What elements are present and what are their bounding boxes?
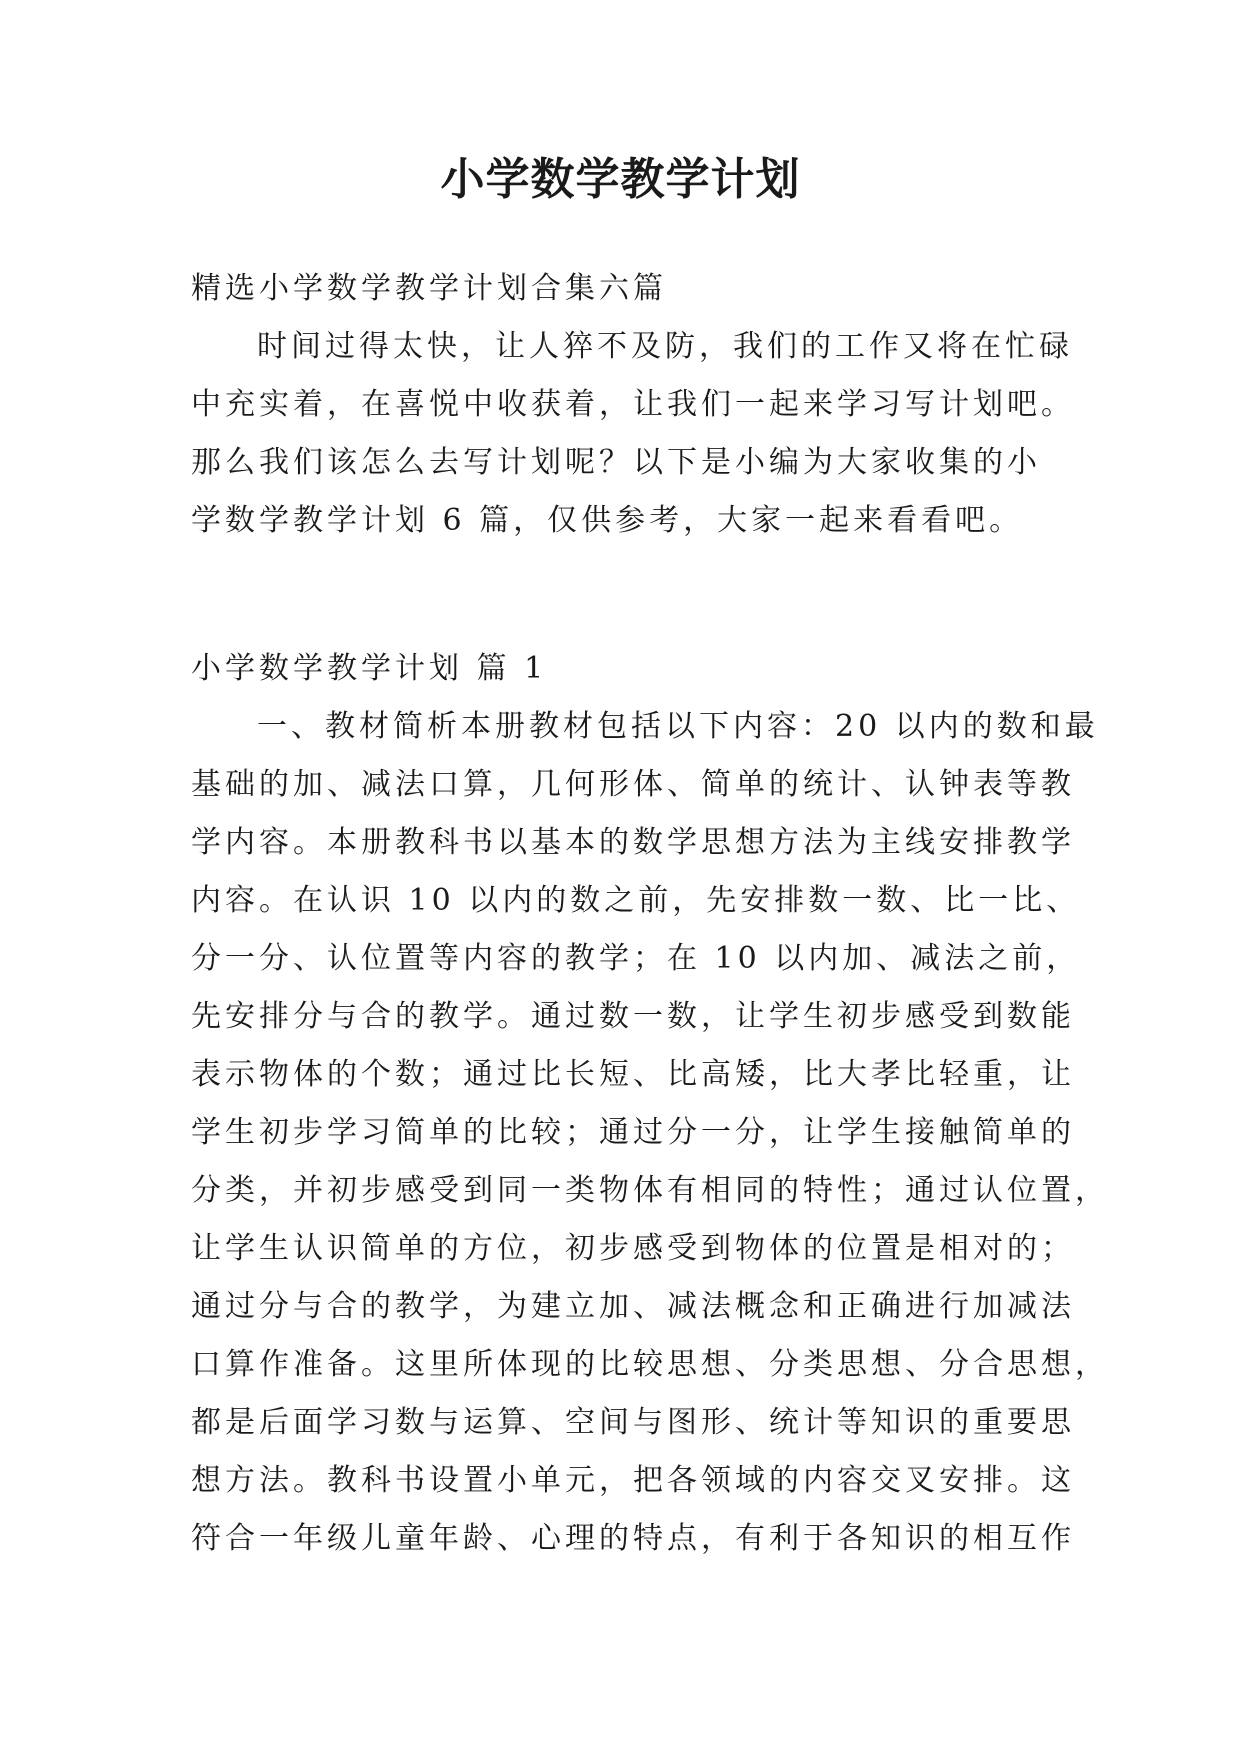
paragraph-line: 内容。在认识 10 以内的数之前，先安排数一数、比一比、 — [191, 883, 1081, 918]
paragraph-line: 口算作准备。这里所体现的比较思想、分类思想、分合思想， — [191, 1347, 1109, 1382]
paragraph-line: 学数学教学计划 6 篇，仅供参考，大家一起来看看吧。 — [191, 503, 1024, 538]
section-heading: 小学数学教学计划 篇 1 — [191, 651, 548, 686]
document-title: 小学数学教学计划 — [440, 154, 801, 205]
paragraph-line: 中充实着，在喜悦中收获着，让我们一起来学习写计划吧。 — [191, 387, 1075, 422]
paragraph-line: 分类，并初步感受到同一类物体有相同的特性；通过认位置， — [191, 1173, 1109, 1208]
paragraph-line: 让学生认识简单的方位，初步感受到物体的位置是相对的； — [191, 1231, 1075, 1266]
paragraph-line: 学生初步学习简单的比较；通过分一分，让学生接触简单的 — [191, 1115, 1075, 1150]
paragraph-line: 学内容。本册教科书以基本的数学思想方法为主线安排教学 — [191, 825, 1075, 860]
section-block — [191, 640, 1109, 1568]
paragraph-line: 分一分、认位置等内容的教学；在 10 以内加、减法之前， — [191, 941, 1081, 976]
subtitle-line: 精选小学数学教学计划合集六篇 — [191, 271, 667, 306]
paragraph-line: 想方法。教科书设置小单元，把各领域的内容交叉安排。这 — [191, 1463, 1075, 1498]
paragraph-line: 那么我们该怎么去写计划呢？以下是小编为大家收集的小 — [191, 445, 1041, 480]
paragraph-line: 先安排分与合的教学。通过数一数，让学生初步感受到数能 — [191, 999, 1075, 1034]
paragraph-line: 一、教材简析本册教材包括以下内容：20 以内的数和最 — [257, 709, 1099, 744]
paragraph-line: 基础的加、减法口算，几何形体、简单的统计、认钟表等教 — [191, 767, 1075, 802]
paragraph-line: 表示物体的个数；通过比长短、比高矮，比大孝比轻重，让 — [191, 1057, 1075, 1092]
paragraph-line: 符合一年级儿童年龄、心理的特点，有利于各知识的相互作 — [191, 1521, 1075, 1556]
paragraph-line: 都是后面学习数与运算、空间与图形、统计等知识的重要思 — [191, 1405, 1075, 1440]
paragraph-line: 时间过得太快，让人猝不及防，我们的工作又将在忙碌 — [257, 329, 1073, 364]
paragraph-line: 通过分与合的教学，为建立加、减法概念和正确进行加减法 — [191, 1289, 1075, 1324]
intro-block — [191, 260, 1075, 550]
